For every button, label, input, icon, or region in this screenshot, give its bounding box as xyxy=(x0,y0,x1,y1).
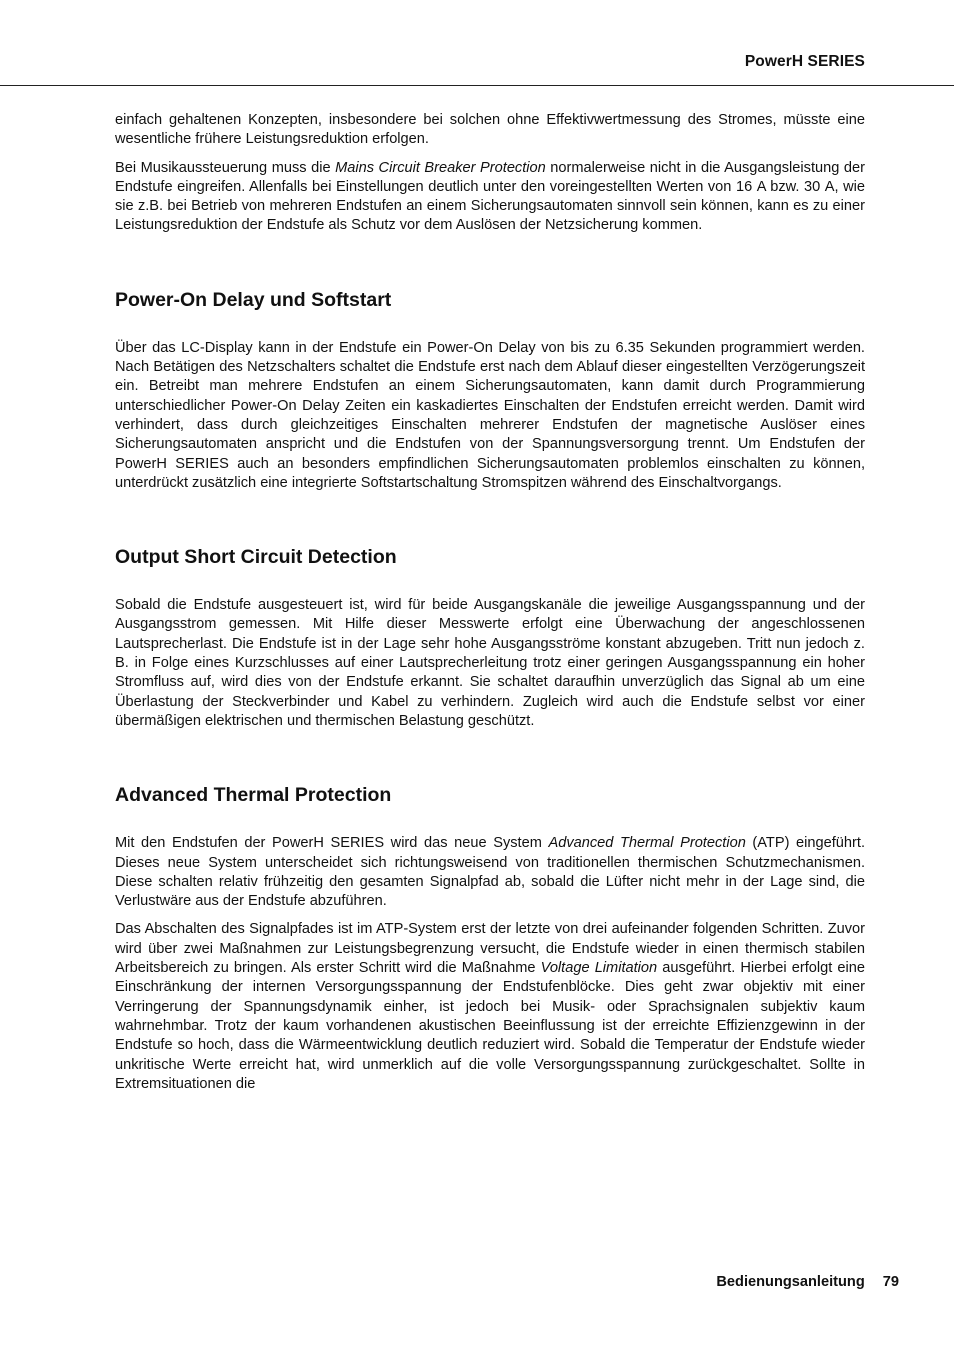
page-content xyxy=(115,111,865,1094)
footer-label: Bedienungsanleitung xyxy=(716,1274,865,1290)
thermal-p2-text-a: Das Abschalten des Signalpfades ist im ATP-System erst der letzte von drei aufeinander folgenden Schritten. Zuvor wird über zwei Maßnahmen zur Leistungsbegrenzung versucht, die Endstufe wieder in einen thermisch stabilen Arbeitsbereich zu bringen. Als erster Schritt wird die Maßnahme xyxy=(115,921,865,977)
thermal-p2-term: Voltage Limitation xyxy=(540,960,658,977)
running-header: PowerH SERIES xyxy=(744,53,865,70)
thermal-paragraph-2 xyxy=(115,920,865,1094)
page-number: 79 xyxy=(882,1274,899,1290)
heading-short-circuit: Output Short Circuit Detection xyxy=(115,546,397,569)
heading-thermal-protection: Advanced Thermal Protection xyxy=(115,784,392,807)
intro-paragraph-1: einfach gehaltenen Konzepten, insbesondere bei solchen ohne Effektivwertmessung des Stromes, müsste eine wesentliche frühere Leistungsreduktion erfolgen. xyxy=(115,112,865,148)
intro-paragraph-2 xyxy=(115,159,865,236)
thermal-paragraph-1 xyxy=(115,834,865,911)
intro-p2-term: Mains Circuit Breaker Protection xyxy=(335,159,546,176)
page-footer xyxy=(716,1274,899,1290)
thermal-p1-text-b: (ATP) eingeführt. Dieses neue System unterscheidet sich richtungsweisend von traditionellen thermischen Schutzmechanismen. Diese schalten relativ frühzeitig den gesamten Signalpfad ab, sobald die Lüfter nicht mehr in der Lage sind, die Verlustwäre aus der Endstufe abzuführen. xyxy=(115,835,865,910)
header-divider xyxy=(0,85,954,86)
thermal-p1-text-a: Mit den Endstufen der PowerH SERIES wird das neue System xyxy=(115,835,549,852)
heading-power-on-delay: Power-On Delay und Softstart xyxy=(115,288,392,311)
intro-p2-text-a: Bei Musikaussteuerung muss die xyxy=(115,159,336,176)
intro-p2-text-b: normalerweise nicht in die Ausgangsleistung der Endstufe eingreifen. Allenfalls bei Einstellungen deutlich unter den voreingestellten Werten von 16 A bzw. 30 A, wie sie z.B. bei Betrieb von mehreren Endstufen an einem Sicherungsautomaten sinnvoll sein können, kann es zu einer Leistungsreduktion der Endstufe als Schutz vor dem Auslösen der Netzsicherung kommen. xyxy=(115,159,865,234)
power-on-paragraph: Über das LC-Display kann in der Endstufe ein Power-On Delay von bis zu 6.35 Sekunden programmiert werden. Nach Betätigen des Netzschalters schaltet die Endstufe erst nach dem Ablauf dieser eingestellten Verzögerungszeit ein. Betreibt man mehrere Endstufen an einem Sicherungsautomaten, kann damit durch Programmierung unterschiedlicher Power-On Delay Zeiten ein kaskadiertes Einschalten der Endstufen erreicht werden. Damit wird verhindert, dass durch gleichzeitiges Einschalten mehrerer Endstufen der magnetische Auslöser eines Sicherungsautomaten anspricht und die Endstufen von der Spannungsversorgung trennt. Um Endstufen der PowerH SERIES auch an besonders empfindlichen Sicherungsautomaten problemlos einschalten zu können, unterdrückt zusätzlich eine integrierte Softstartschaltung Stromspitzen während des Einschaltvorgangs. xyxy=(115,339,865,491)
short-circuit-paragraph: Sobald die Endstufe ausgesteuert ist, wird für beide Ausgangskanäle die jeweilige Ausgangsspannung und der Ausgangsstrom gemessen. Mit Hilfe dieser Messwerte erfolgt eine Überwachung der angeschlossenen Lautsprecherlast. Die Endstufe ist in der Lage sehr hohe Ausgangsströme konstant abzugeben. Tritt nun jedoch z. B. in Folge eines Kurzschlusses auf einer Lautsprecherleitung trotz einer geringen Ausgangsspannung ein hoher Stromfluss auf, wird dies von der Endstufe erkannt. Sie schaltet daraufhin unverzüglich das Signal ab um eine Überlastung der Steckverbinder und Kabel zu verhindern. Zugleich wird auch die Endstufe selbst vor einer übermäßigen elektrischen und thermischen Belastung geschützt. xyxy=(115,597,865,729)
thermal-p1-term: Advanced Thermal Protection xyxy=(548,835,746,852)
thermal-p2-text-b: ausgeführt. Hierbei erfolgt eine Einschränkung der internen Versorgungsspannung der Endstufenblöcke. Dies geht zwar objektiv mit einer Verringerung der Spannungsdynamik einher, ist jedoch bei Musik- oder Sprachsignalen subjektiv kaum wahrnehmbar. Trotz der kaum vorhandenen akustischen Beeinflussung ist der erreichte Effizienzgewinn in der Endstufe so hoch, dass die Wärmeentwicklung deutlich reduziert wird. Sobald die Temperatur der Endstufe wieder unkritische Werte erreicht hat, wird unmerklich auf die volle Versorgungsspannung zurückgeschaltet. Sollte in Extremsituationen die xyxy=(115,960,866,1092)
